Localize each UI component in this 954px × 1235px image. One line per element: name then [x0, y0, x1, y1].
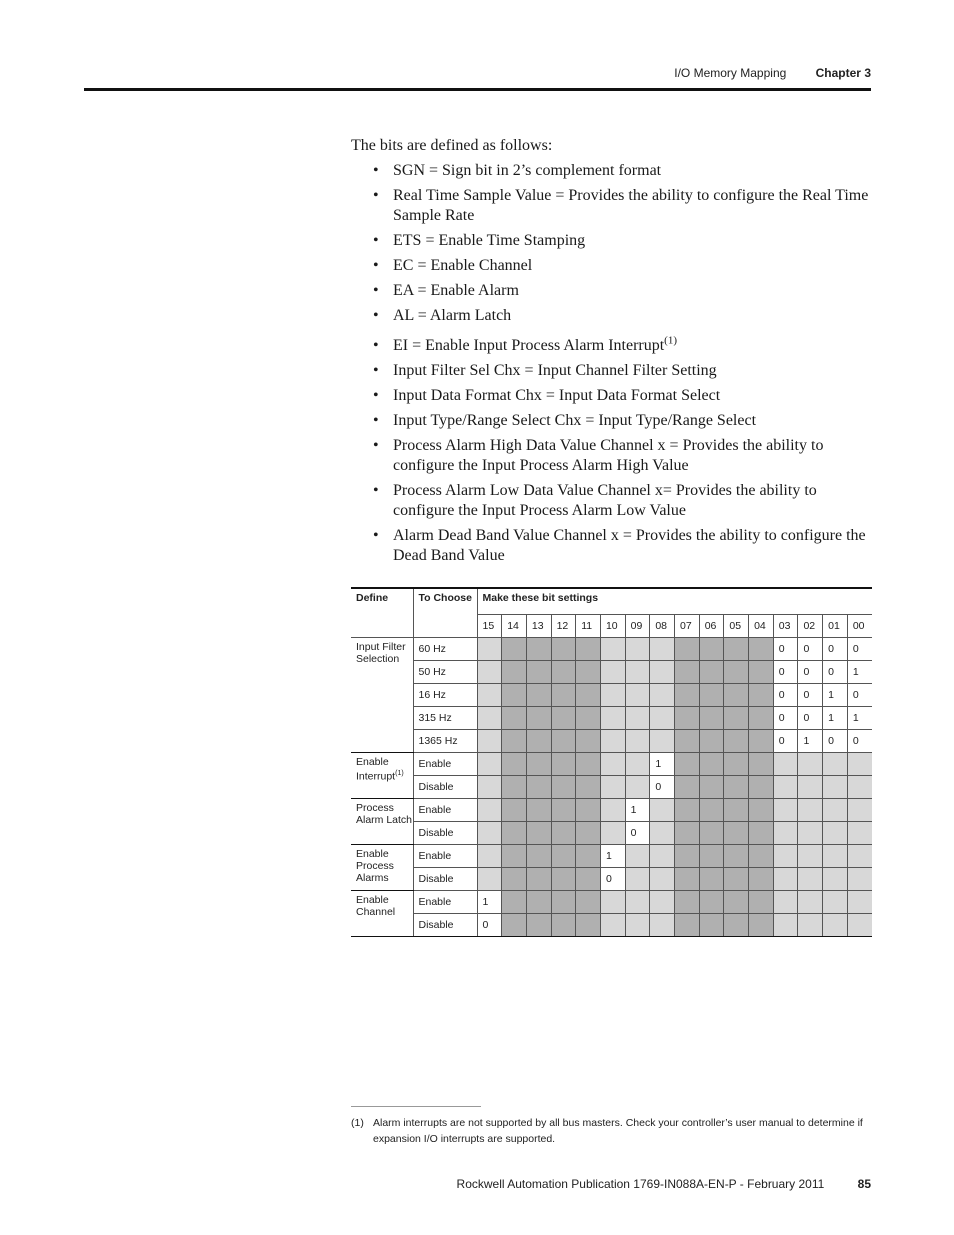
bit-cell: 0 — [823, 730, 848, 753]
bit-cell — [749, 822, 774, 845]
bit-cell — [502, 868, 527, 891]
table-row — [351, 845, 872, 868]
list-item: • AL = Alarm Latch — [373, 307, 512, 324]
bit-cell — [749, 661, 774, 684]
bit-cell: 0 — [773, 661, 798, 684]
list-item: • EI = Enable Input Process Alarm Interrupt$^{(1)}$ — [373, 334, 677, 354]
bit-cell — [699, 868, 724, 891]
bit-cell: 0 — [798, 638, 823, 661]
bit-number-header: 08 — [650, 615, 675, 638]
bit-cell — [847, 776, 872, 799]
choose-cell: Enable — [413, 799, 477, 822]
bit-cell — [749, 868, 774, 891]
bit-cell: 0 — [600, 868, 625, 891]
bit-cell — [773, 891, 798, 914]
bit-cell — [675, 822, 700, 845]
bit-cell — [749, 730, 774, 753]
bit-cell — [477, 845, 502, 868]
bit-cell — [823, 776, 848, 799]
define-cell: Enable Channel — [351, 891, 413, 937]
bit-cell — [847, 891, 872, 914]
bit-cell — [699, 753, 724, 776]
list-item: • SGN = Sign bit in 2’s complement format — [373, 162, 662, 179]
bit-cell — [650, 914, 675, 937]
list-item: • Real Time Sample Value = Provides the ability to configure the Real Time Sample Rate — [373, 187, 869, 224]
bit-cell — [526, 753, 551, 776]
bit-cell — [625, 730, 650, 753]
bit-cell — [526, 684, 551, 707]
bit-cell — [724, 638, 749, 661]
bit-cell — [625, 684, 650, 707]
choose-cell: 60 Hz — [413, 638, 477, 661]
choose-cell: 1365 Hz — [413, 730, 477, 753]
bit-cell — [773, 799, 798, 822]
bit-cell — [724, 845, 749, 868]
bit-cell — [477, 799, 502, 822]
bit-cell — [551, 799, 576, 822]
bit-number-header: 09 — [625, 615, 650, 638]
bit-cell — [526, 661, 551, 684]
bit-cell — [847, 914, 872, 937]
bit-cell — [724, 868, 749, 891]
bit-number-header: 14 — [502, 615, 527, 638]
bit-cell — [551, 638, 576, 661]
choose-cell: Enable — [413, 845, 477, 868]
bit-number-header: 13 — [526, 615, 551, 638]
bit-cell — [477, 684, 502, 707]
bit-cell: 0 — [798, 707, 823, 730]
bit-number-header: 02 — [798, 615, 823, 638]
bit-cell — [823, 914, 848, 937]
list-item: • Input Type/Range Select Chx = Input Type/Range Select — [373, 412, 757, 429]
table-row — [351, 638, 872, 661]
bit-cell: 1 — [600, 845, 625, 868]
define-cell: Enable Interrupt$^{(1)}$ — [351, 753, 413, 799]
bit-cell: 0 — [773, 684, 798, 707]
bit-cell — [749, 776, 774, 799]
bit-cell: 1 — [823, 707, 848, 730]
bit-number-header: 03 — [773, 615, 798, 638]
bit-cell: 0 — [847, 730, 872, 753]
table-row — [351, 753, 872, 776]
bit-cell — [576, 822, 601, 845]
bit-cell: 0 — [773, 707, 798, 730]
bit-cell — [600, 707, 625, 730]
bit-cell: 1 — [823, 684, 848, 707]
bit-cell — [798, 822, 823, 845]
bit-cell — [675, 868, 700, 891]
bit-cell — [526, 891, 551, 914]
table-row — [351, 822, 872, 845]
bit-cell — [576, 845, 601, 868]
bit-cell — [724, 822, 749, 845]
bit-cell — [477, 753, 502, 776]
bit-cell — [699, 822, 724, 845]
bit-cell — [699, 914, 724, 937]
bit-cell — [798, 891, 823, 914]
bit-cell — [773, 753, 798, 776]
bit-cell — [551, 753, 576, 776]
bit-cell — [650, 799, 675, 822]
bit-cell — [749, 891, 774, 914]
list-item: • Input Data Format Chx = Input Data Format Select — [373, 387, 721, 404]
bit-cell — [600, 684, 625, 707]
bit-cell — [477, 822, 502, 845]
bit-cell — [526, 638, 551, 661]
bit-cell — [675, 730, 700, 753]
bit-cell — [526, 707, 551, 730]
bit-cell — [749, 799, 774, 822]
bit-cell — [551, 868, 576, 891]
bit-cell — [551, 776, 576, 799]
bit-cell — [798, 868, 823, 891]
bit-cell — [675, 707, 700, 730]
bit-cell — [724, 661, 749, 684]
bit-cell — [576, 684, 601, 707]
bit-cell — [502, 730, 527, 753]
bit-cell: 0 — [773, 730, 798, 753]
footnote — [351, 1115, 871, 1147]
bit-cell — [699, 707, 724, 730]
list-item: • Input Filter Sel Chx = Input Channel Filter Setting — [373, 362, 717, 379]
bit-cell — [773, 776, 798, 799]
bit-cell — [625, 638, 650, 661]
bit-settings-table — [351, 587, 872, 937]
bit-cell — [699, 845, 724, 868]
bit-cell — [526, 730, 551, 753]
header-chapter-label: Chapter 3 — [815, 66, 871, 80]
bit-cell — [551, 845, 576, 868]
bit-cell: 1 — [650, 753, 675, 776]
bit-cell — [773, 845, 798, 868]
bit-cell — [724, 799, 749, 822]
define-cell: Enable Process Alarms — [351, 845, 413, 891]
bit-cell — [551, 707, 576, 730]
bit-cell — [675, 638, 700, 661]
bit-cell — [773, 868, 798, 891]
bit-cell: 1 — [847, 661, 872, 684]
choose-cell: Disable — [413, 914, 477, 937]
bit-cell — [551, 822, 576, 845]
bit-cell — [526, 776, 551, 799]
header-rule — [84, 88, 871, 91]
bit-cell — [526, 799, 551, 822]
bit-cell — [576, 753, 601, 776]
bit-cell — [502, 799, 527, 822]
table-row — [351, 661, 872, 684]
bit-cell — [699, 776, 724, 799]
bit-cell — [724, 707, 749, 730]
bit-cell — [798, 776, 823, 799]
bit-cell — [526, 822, 551, 845]
bit-cell — [823, 753, 848, 776]
bit-cell — [477, 707, 502, 730]
bit-cell — [551, 891, 576, 914]
table-row — [351, 684, 872, 707]
bit-cell — [798, 753, 823, 776]
bit-cell — [502, 914, 527, 937]
choose-column-header: To Choose — [413, 588, 477, 638]
choose-cell: Disable — [413, 776, 477, 799]
bit-cell — [699, 730, 724, 753]
list-item: • Process Alarm High Data Value Channel x = Provides the ability to configure the Input Process Alarm High Value — [373, 437, 824, 474]
bit-cell — [600, 891, 625, 914]
bit-cell — [600, 776, 625, 799]
define-column-header: Define — [351, 588, 413, 638]
bit-cell — [576, 891, 601, 914]
bit-cell: 0 — [823, 638, 848, 661]
bit-cell: 0 — [798, 684, 823, 707]
bit-cell — [650, 707, 675, 730]
bit-cell — [477, 868, 502, 891]
table-row — [351, 914, 872, 937]
bit-number-header: 15 — [477, 615, 502, 638]
bit-cell — [551, 914, 576, 937]
bit-cell — [526, 845, 551, 868]
bit-cell: 1 — [625, 799, 650, 822]
bit-cell — [650, 684, 675, 707]
bit-cell — [551, 684, 576, 707]
bit-cell — [600, 661, 625, 684]
bit-cell — [600, 638, 625, 661]
bit-cell: 0 — [477, 914, 502, 937]
intro-paragraph: The bits are defined as follows: — [351, 137, 553, 154]
bit-cell — [502, 638, 527, 661]
choose-cell: 16 Hz — [413, 684, 477, 707]
bit-cell — [847, 868, 872, 891]
bit-cell — [823, 845, 848, 868]
bit-cell — [798, 799, 823, 822]
table-row — [351, 868, 872, 891]
bit-cell — [625, 868, 650, 891]
bit-cell — [699, 684, 724, 707]
publication-info: Rockwell Automation Publication 1769-IN088A-EN-P - February 2011 — [456, 1177, 825, 1191]
bit-cell — [823, 868, 848, 891]
choose-cell: 315 Hz — [413, 707, 477, 730]
bit-cell — [477, 661, 502, 684]
bit-number-header: 11 — [576, 615, 601, 638]
bit-cell — [675, 753, 700, 776]
bit-cell — [773, 914, 798, 937]
bit-cell — [576, 661, 601, 684]
bit-cell — [724, 891, 749, 914]
bit-cell — [477, 730, 502, 753]
bit-cell — [502, 707, 527, 730]
bit-cell — [699, 891, 724, 914]
choose-cell: Disable — [413, 868, 477, 891]
bit-number-header: 10 — [600, 615, 625, 638]
bit-cell — [526, 914, 551, 937]
bit-cell — [502, 684, 527, 707]
bit-cell — [576, 799, 601, 822]
bit-cell: 0 — [798, 661, 823, 684]
bit-cell — [675, 776, 700, 799]
bit-cell — [650, 891, 675, 914]
bit-cell — [477, 638, 502, 661]
bit-cell — [625, 891, 650, 914]
bit-cell: 0 — [625, 822, 650, 845]
bit-cell — [650, 638, 675, 661]
bit-cell — [551, 730, 576, 753]
bit-settings-header: Make these bit settings — [477, 588, 872, 615]
bit-cell: 0 — [847, 684, 872, 707]
bit-cell — [675, 684, 700, 707]
bit-cell — [576, 730, 601, 753]
bit-cell — [724, 730, 749, 753]
bit-cell — [798, 914, 823, 937]
bit-cell — [502, 661, 527, 684]
bit-cell — [847, 753, 872, 776]
bit-cell — [477, 776, 502, 799]
bit-definition-list — [351, 161, 871, 571]
bit-cell — [625, 845, 650, 868]
list-item: • Process Alarm Low Data Value Channel x= Provides the ability to configure the Input Process Alarm Low Value — [373, 482, 817, 519]
table-row — [351, 730, 872, 753]
choose-cell: 50 Hz — [413, 661, 477, 684]
bit-cell — [749, 914, 774, 937]
bit-cell — [650, 822, 675, 845]
footnote-ref[interactable]: (1) — [664, 334, 677, 347]
bit-cell — [675, 891, 700, 914]
bit-cell — [724, 776, 749, 799]
bit-cell — [749, 753, 774, 776]
bit-number-header: 07 — [675, 615, 700, 638]
list-item: • EA = Enable Alarm — [373, 282, 519, 299]
bit-cell — [625, 661, 650, 684]
bit-cell: 1 — [798, 730, 823, 753]
choose-cell: Disable — [413, 822, 477, 845]
bit-cell — [576, 707, 601, 730]
bit-cell — [600, 914, 625, 937]
bit-cell: 0 — [823, 661, 848, 684]
bit-cell: 1 — [477, 891, 502, 914]
list-item: • EC = Enable Channel — [373, 257, 533, 274]
bit-cell — [699, 638, 724, 661]
bit-cell — [625, 753, 650, 776]
list-item: • ETS = Enable Time Stamping — [373, 232, 586, 249]
bit-cell — [625, 707, 650, 730]
bit-cell — [502, 753, 527, 776]
bit-cell — [823, 822, 848, 845]
bit-cell — [847, 822, 872, 845]
bit-cell — [823, 891, 848, 914]
page-footer — [457, 1177, 871, 1191]
bit-cell — [724, 914, 749, 937]
bit-cell — [600, 753, 625, 776]
define-cell: Input Filter Selection — [351, 638, 413, 753]
bit-number-header: 12 — [551, 615, 576, 638]
bit-cell — [724, 684, 749, 707]
bit-cell — [600, 799, 625, 822]
bit-cell — [773, 822, 798, 845]
bit-cell — [675, 661, 700, 684]
running-header — [674, 66, 871, 80]
bit-cell: 1 — [847, 707, 872, 730]
bit-cell — [600, 822, 625, 845]
bit-cell — [724, 753, 749, 776]
table-row — [351, 776, 872, 799]
bit-number-header: 00 — [847, 615, 872, 638]
bit-cell: 0 — [650, 776, 675, 799]
bit-cell — [749, 707, 774, 730]
bit-cell — [823, 799, 848, 822]
bit-cell — [502, 891, 527, 914]
bit-cell — [675, 799, 700, 822]
table-row — [351, 707, 872, 730]
bit-cell — [576, 868, 601, 891]
bit-cell — [749, 684, 774, 707]
choose-cell: Enable — [413, 753, 477, 776]
bit-cell — [625, 914, 650, 937]
bit-cell — [798, 845, 823, 868]
bit-cell — [650, 845, 675, 868]
bit-cell — [699, 799, 724, 822]
table-row — [351, 891, 872, 914]
bit-cell — [847, 799, 872, 822]
bit-number-header: 06 — [699, 615, 724, 638]
bit-cell — [502, 776, 527, 799]
footnote-rule — [351, 1106, 481, 1107]
bit-cell — [576, 638, 601, 661]
bit-cell — [675, 914, 700, 937]
bit-cell — [600, 730, 625, 753]
page-number: 85 — [857, 1177, 871, 1191]
bit-number-header: 04 — [749, 615, 774, 638]
header-section-title: I/O Memory Mapping — [674, 66, 787, 80]
bit-number-header: 01 — [823, 615, 848, 638]
bit-cell — [847, 845, 872, 868]
bit-cell — [650, 868, 675, 891]
table-header-row — [351, 588, 872, 615]
bit-cell — [502, 822, 527, 845]
table-row — [351, 799, 872, 822]
bit-cell — [526, 868, 551, 891]
define-cell: Process Alarm Latch — [351, 799, 413, 845]
bit-cell — [502, 845, 527, 868]
bit-cell: 0 — [847, 638, 872, 661]
bit-cell — [749, 845, 774, 868]
footnote-ref[interactable]: (1) — [395, 770, 404, 777]
bit-cell — [576, 776, 601, 799]
footnote-text: Alarm interrupts are not supported by all bus masters. Check your controller’s user manual to determine if expansion I/O interrupts are supported. — [373, 1117, 863, 1145]
bit-cell — [576, 914, 601, 937]
bit-cell — [749, 638, 774, 661]
bit-cell: 0 — [773, 638, 798, 661]
bit-number-header: 05 — [724, 615, 749, 638]
bit-cell — [675, 845, 700, 868]
choose-cell: Enable — [413, 891, 477, 914]
bit-cell — [551, 661, 576, 684]
bit-cell — [650, 661, 675, 684]
bit-cell — [625, 776, 650, 799]
bit-cell — [650, 730, 675, 753]
list-item: • Alarm Dead Band Value Channel x = Provides the ability to configure the Dead Band Value — [373, 527, 866, 564]
bit-cell — [699, 661, 724, 684]
footnote-number: (1) — [351, 1117, 364, 1129]
table-body — [351, 638, 872, 937]
